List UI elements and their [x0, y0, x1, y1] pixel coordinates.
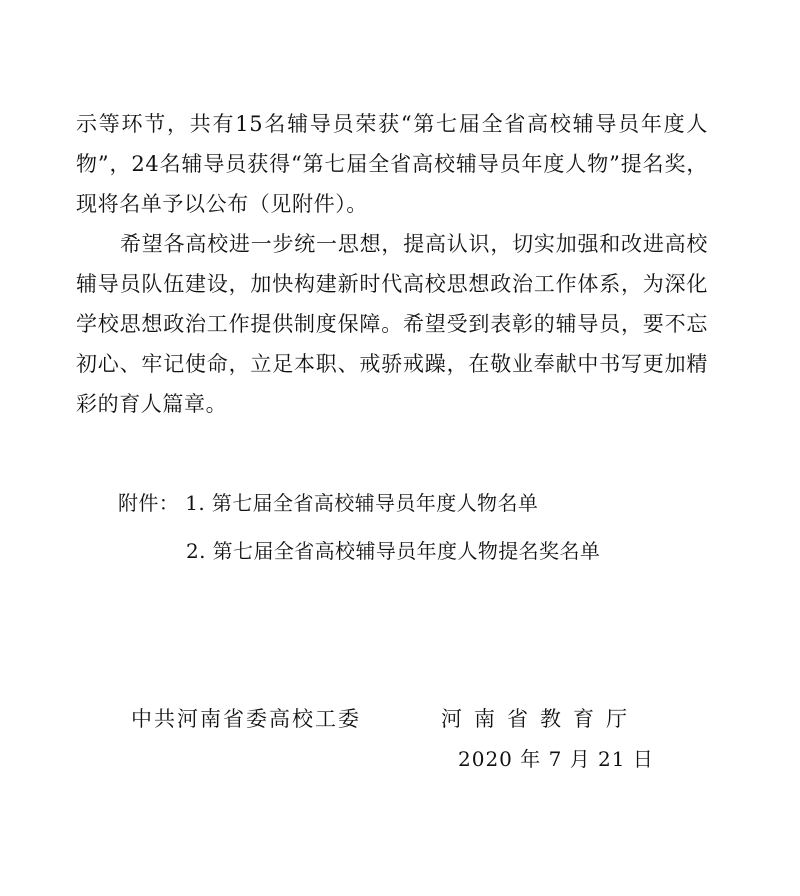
attachment-label: 附件： [118, 491, 180, 515]
signature-org-left: 中共河南省委高校工委 [131, 707, 361, 731]
attachment-item: 2. 第七届全省高校辅导员年度人物提名奖名单 [186, 539, 601, 563]
signature-org-right: 河南省教育厅 [441, 707, 639, 731]
signature-date: 2020 年 7 月 21 日 [458, 747, 654, 771]
attachment-line-2 [186, 536, 600, 566]
paragraph-award-announcement: 示等环节，共有15名辅导员荣获“第七届全省高校辅导员年度人物”，24名辅导员获得“第七届全省高校辅导员年度人物”提名奖，现将名单予以公布（见附件）。 [76, 112, 708, 216]
attachment-item: 1. 第七届全省高校辅导员年度人物名单 [185, 491, 539, 515]
paragraph-expectations: 希望各高校进一步统一思想，提高认识，切实加强和改进高校辅导员队伍建设，加快构建新时代高校思想政治工作体系，为深化学校思想政治工作提供制度保障。希望受到表彰的辅导员，要不忘初心、牢记使命，立足本职、戒骄戒躁，在敬业奉献中书写更加精彩的育人篇章。 [76, 232, 708, 416]
document-body [76, 104, 708, 424]
attachment-line-1 [118, 488, 538, 518]
